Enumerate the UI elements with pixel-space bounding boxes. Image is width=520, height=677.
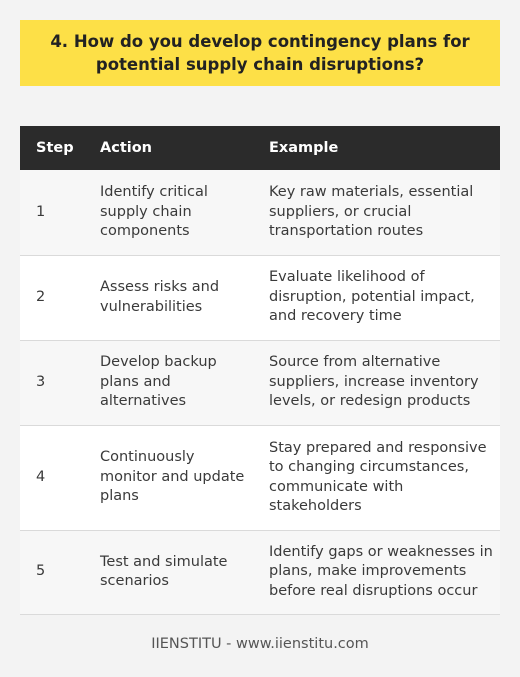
table-header-row [20,126,500,170]
table-row [20,255,500,340]
title-banner [20,20,500,86]
table-row [20,530,500,614]
cell-step: 4 [20,425,84,530]
cell-action: Continuously monitor and update plans [84,425,253,530]
steps-table [20,126,500,615]
header-action: Action [84,126,253,170]
cell-step: 1 [20,170,84,255]
footer-credit: IIENSTITU - www.iienstitu.com [151,636,369,652]
cell-action: Assess risks and vulnerabilities [84,255,253,340]
table-row [20,340,500,425]
cell-step: 5 [20,530,84,614]
cell-example: Evaluate likelihood of disruption, potential impact, and recovery time [253,255,500,340]
cell-action: Identify critical supply chain components [84,170,253,255]
cell-action: Develop backup plans and alternatives [84,340,253,425]
cell-example: Stay prepared and responsive to changing circumstances, communicate with stakeholders [253,425,500,530]
cell-example: Key raw materials, essential suppliers, or crucial transportation routes [253,170,500,255]
header-step: Step [20,126,84,170]
header-example: Example [253,126,500,170]
table-row [20,425,500,530]
cell-step: 2 [20,255,84,340]
cell-step: 3 [20,340,84,425]
cell-action: Test and simulate scenarios [84,530,253,614]
cell-example: Source from alternative suppliers, increase inventory levels, or redesign products [253,340,500,425]
table-row [20,170,500,255]
page-title: 4. How do you develop contingency plans for potential supply chain disruptions? [50,32,470,74]
cell-example: Identify gaps or weaknesses in plans, make improvements before real disruptions occur [253,530,500,614]
